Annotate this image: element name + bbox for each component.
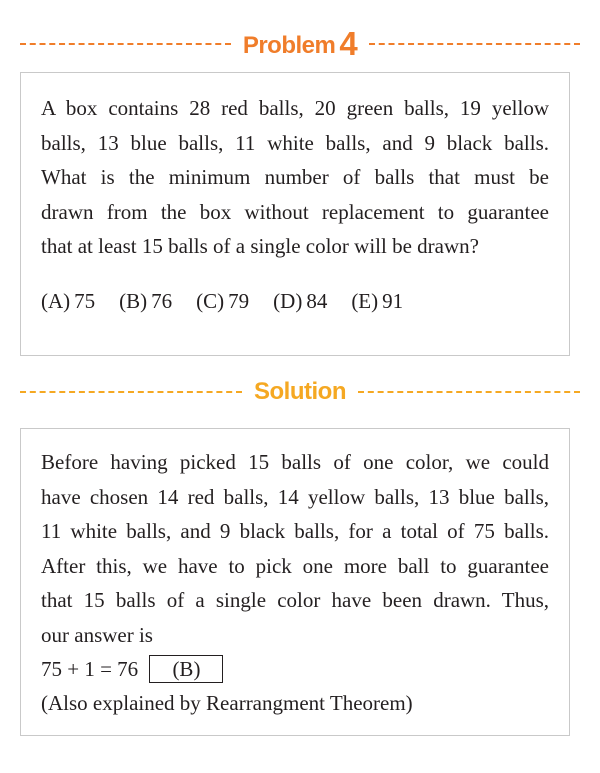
choice-a bbox=[41, 284, 95, 318]
problem-statement bbox=[41, 91, 549, 264]
choice-d bbox=[273, 284, 327, 318]
choice-letter: (C) bbox=[196, 288, 225, 313]
problem-number: 4 bbox=[339, 25, 358, 62]
choice-value: 76 bbox=[151, 288, 173, 313]
right-dashed-rule bbox=[358, 391, 580, 393]
solution-note: (Also explained by Rearrangment Theorem) bbox=[41, 691, 413, 715]
right-dashed-rule bbox=[369, 43, 580, 45]
solution-text bbox=[41, 445, 549, 652]
problem-line: that at least 15 balls of a single color will be drawn? bbox=[41, 234, 479, 258]
choice-c bbox=[196, 284, 249, 318]
choice-value: 84 bbox=[306, 288, 328, 313]
problem-line: balls, 13 blue balls, 11 white balls, and 9 black balls. bbox=[41, 130, 549, 155]
solution-line: have chosen 14 red balls, 14 yellow balls, 13 blue balls, bbox=[41, 484, 549, 509]
answer-equation-line bbox=[41, 652, 549, 686]
solution-line: Before having picked 15 balls of one color, we could bbox=[41, 450, 549, 474]
boxed-answer: (B) bbox=[149, 655, 223, 683]
left-dashed-rule bbox=[20, 43, 231, 45]
choice-value: 75 bbox=[74, 288, 96, 313]
left-dashed-rule bbox=[20, 391, 242, 393]
problem-line: What is the minimum number of balls that must be bbox=[41, 165, 549, 189]
problem-title bbox=[231, 25, 369, 63]
solution-title: Solution bbox=[254, 378, 346, 405]
choice-letter: (D) bbox=[273, 288, 303, 313]
choice-letter: (E) bbox=[351, 288, 379, 313]
problem-line: A box contains 28 red balls, 20 green balls, 19 yellow bbox=[41, 96, 549, 120]
choice-letter: (A) bbox=[41, 288, 71, 313]
problem-heading bbox=[20, 24, 580, 64]
problem-label: Problem bbox=[242, 32, 336, 59]
answer-choices bbox=[41, 284, 549, 318]
solution-heading bbox=[20, 372, 580, 412]
choice-letter: (B) bbox=[119, 288, 148, 313]
equation: 75 + 1 = 76 bbox=[41, 657, 139, 681]
choice-b bbox=[119, 284, 172, 318]
solution-box bbox=[20, 428, 570, 736]
problem-box bbox=[20, 72, 570, 356]
choice-value: 91 bbox=[382, 288, 404, 313]
choice-e bbox=[351, 284, 403, 318]
solution-line: our answer is bbox=[41, 622, 153, 647]
choice-value: 79 bbox=[228, 288, 250, 313]
problem-line: drawn from the box without replacement to guarantee bbox=[41, 199, 549, 224]
solution-line: that 15 balls of a single color have been drawn. Thus, bbox=[41, 588, 549, 612]
solution-line: After this, we have to pick one more ball to guarantee bbox=[41, 553, 549, 578]
solution-line: 11 white balls, and 9 black balls, for a total of 75 balls. bbox=[41, 519, 549, 543]
